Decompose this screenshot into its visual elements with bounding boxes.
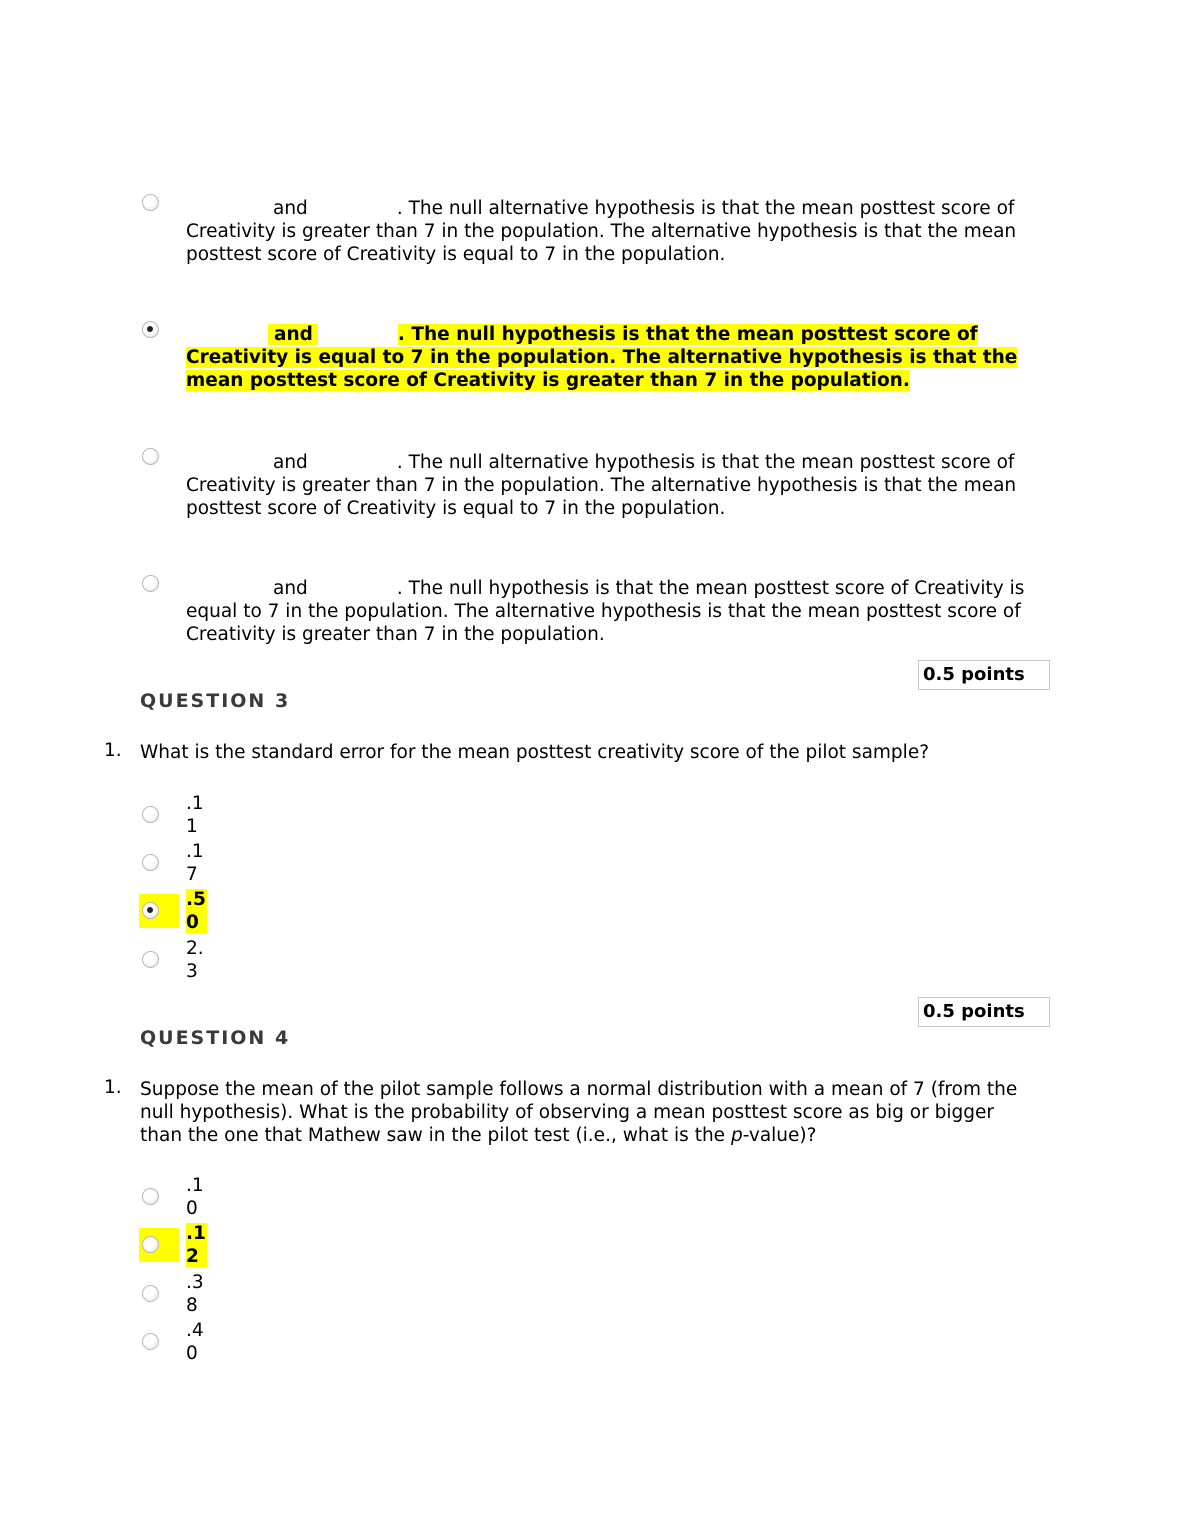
q3-option-2-label: .17	[186, 841, 204, 885]
q4-option-4-radio[interactable]	[142, 1333, 159, 1350]
q3-question-text: What is the standard error for the mean posttest creativity score of the pilot sample?	[140, 742, 930, 763]
q2-option-4-text	[186, 577, 1066, 646]
q4-option-2-radio[interactable]	[142, 1236, 159, 1253]
and-word: and	[273, 198, 308, 219]
q2-option-1-text	[186, 197, 1066, 266]
q3-option-4-label: 2.3	[186, 938, 204, 982]
and-word: and	[273, 578, 308, 599]
and-word: and	[273, 452, 308, 473]
q4-option-3-label: .38	[186, 1272, 204, 1316]
q4-text-after: -value)?	[742, 1125, 817, 1146]
q3-option-3-radio[interactable]	[142, 902, 159, 919]
q3-option-1-label: .11	[186, 793, 204, 837]
option-text: . The null hypothesis is that the mean posttest score of Creativity is equal to 7 in the population. The alternative hypothesis is that the mean posttest score of Creativity is greater than 7 in the population.	[186, 324, 1018, 391]
q2-option-3-radio[interactable]	[142, 448, 159, 465]
q2-option-4-radio[interactable]	[142, 575, 159, 592]
q4-heading: QUESTION 4	[140, 1027, 291, 1049]
q3-points-badge: 0.5 points	[918, 660, 1050, 690]
q4-number: 1.	[104, 1077, 122, 1098]
q4-question-text	[140, 1078, 1030, 1147]
q4-option-1-radio[interactable]	[142, 1188, 159, 1205]
q3-option-4-radio[interactable]	[142, 951, 159, 968]
q3-option-1-radio[interactable]	[142, 806, 159, 823]
q3-option-2-radio[interactable]	[142, 854, 159, 871]
q4-points-badge: 0.5 points	[918, 997, 1050, 1027]
q4-option-4-label: .40	[186, 1320, 204, 1364]
q3-number: 1.	[104, 740, 122, 761]
q2-option-2-radio[interactable]	[142, 321, 159, 338]
option-text: . The null alternative hypothesis is that the mean posttest score of Creativity is greater than 7 in the population. The alternative hypothesis is that the mean posttest score of Creativity is equal to 7 in the population.	[186, 452, 1017, 519]
q2-option-2-text	[186, 323, 1066, 392]
q4-text-before: Suppose the mean of the pilot sample follows a normal distribution with a mean of 7 (from the null hypothesis). What is the probability of observing a mean posttest score as big or bigger than the one that Mathew saw in the pilot test (i.e., what is the	[140, 1079, 1018, 1146]
q2-option-1-radio[interactable]	[142, 194, 159, 211]
q2-option-3-text	[186, 451, 1066, 520]
q4-option-3-radio[interactable]	[142, 1285, 159, 1302]
q3-heading: QUESTION 3	[140, 690, 291, 712]
and-word: and	[274, 324, 313, 345]
q4-text-italic: p	[730, 1125, 743, 1146]
q4-option-2-label: .12	[186, 1223, 206, 1267]
q4-option-1-label: .10	[186, 1175, 204, 1219]
option-text: . The null hypothesis is that the mean posttest score of Creativity is equal to 7 in the population. The alternative hypothesis is that the mean posttest score of Creativity is greater than 7 in the population.	[186, 578, 1025, 645]
q3-option-3-label: .50	[186, 889, 206, 933]
option-text: . The null alternative hypothesis is that the mean posttest score of Creativity is greater than 7 in the population. The alternative hypothesis is that the mean posttest score of Creativity is equal to 7 in the population.	[186, 198, 1017, 265]
